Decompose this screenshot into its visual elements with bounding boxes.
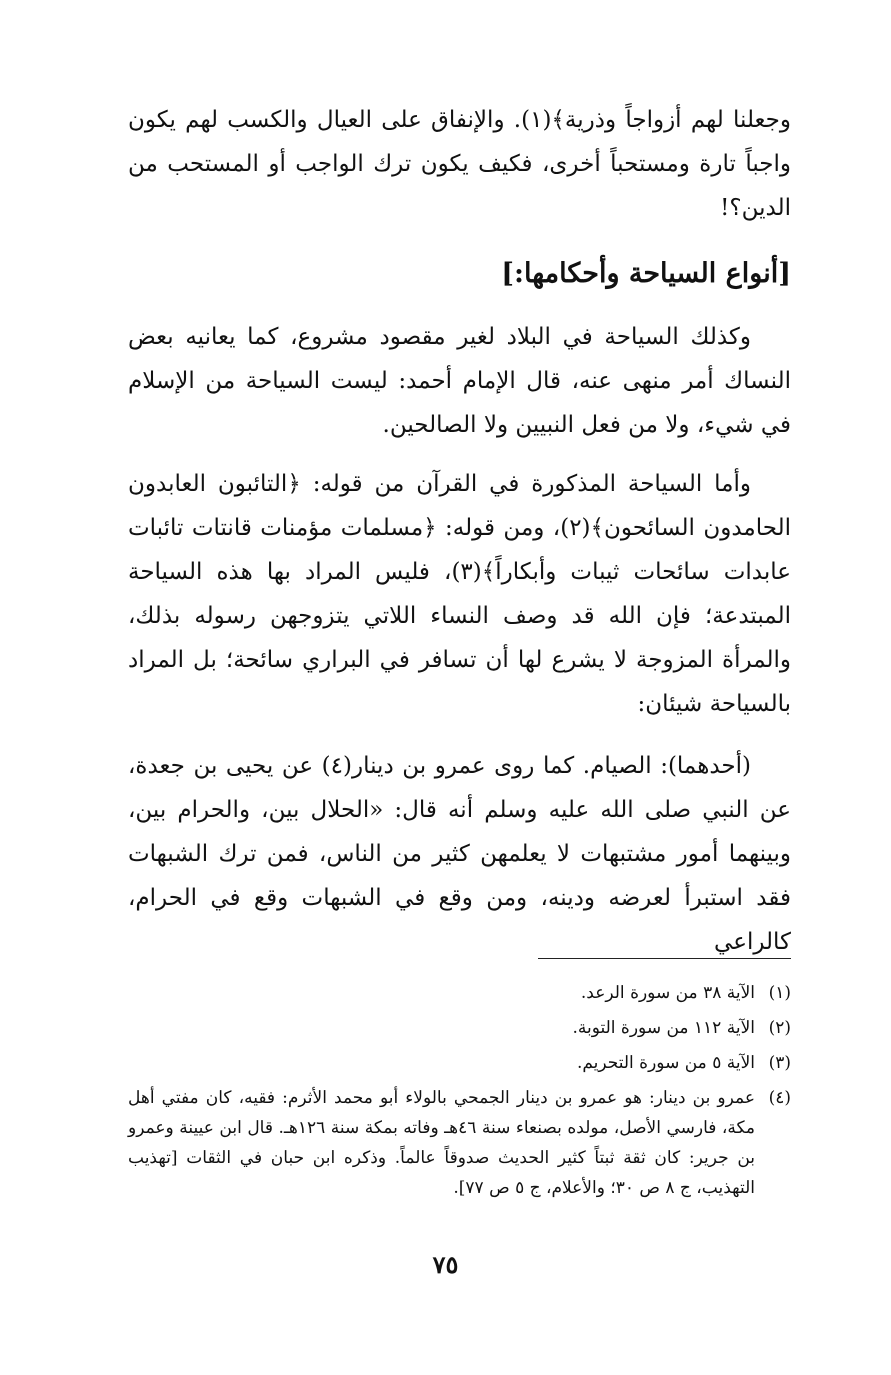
footnote-item bbox=[128, 978, 791, 1008]
footnote-text: الآية ١١٢ من سورة التوبة. bbox=[572, 1018, 755, 1038]
paragraph-marriage-spending: وجعلنا لهم أزواجاً وذرية﴾(١). والإنفاق على العيال والكسب لهم يكون واجباً تارة ومستحباً أخرى، فكيف يكون ترك الواجب أو المستحب من الدين؟! bbox=[128, 107, 791, 221]
section-heading: [أنواع السياحة وأحكامها:] bbox=[501, 258, 791, 289]
footnote-divider bbox=[538, 958, 791, 959]
footnote-item bbox=[128, 1013, 791, 1043]
footnote-text: الآية ٣٨ من سورة الرعد. bbox=[580, 983, 755, 1003]
paragraph-travel-prohibited: وكذلك السياحة في البلاد لغير مقصود مشروع، كما يعانيه بعض النساك أمر منهى عنه، قال الإمام أحمد: ليست السياحة من الإسلام في شيء، ولا من فعل النبيين ولا الصالحين. bbox=[128, 324, 791, 438]
page-number: ٧٥ bbox=[432, 1250, 459, 1279]
footnote-number: (٢) bbox=[768, 1018, 791, 1038]
paragraph-quran-travel: وأما السياحة المذكورة في القرآن من قوله: ﴿التائبون العابدون الحامدون السائحون﴾(٢)، ومن قوله: ﴿مسلمات مؤمنات قانتات تائبات عابدات سائحات ثيبات وأبكاراً﴾(٣)، فليس المراد بها هذه السياحة المبتدعة؛ فإن الله قد وصف النساء اللاتي يتزوجهن رسوله بذلك، والمرأة المزوجة لا يشرع لها أن تسافر في البراري سائحة؛ بل المراد بالسياحة شيئان: bbox=[128, 471, 791, 717]
footnote-number: (١) bbox=[768, 983, 791, 1003]
footnote-text: عمرو بن دينار: هو عمرو بن دينار الجمحي بالولاء أبو محمد الأثرم: فقيه، كان مفتي أهل مكة، فارسي الأصل، مولده بصنعاء سنة ٤٦هـ وفاته بمكة سنة ١٢٦هـ. قال ابن عيينة وعمرو بن جرير: كان ثقة ثبتاً كثير الحديث صدوقاً عالماً. وذكره ابن حبان في الثقات [تهذيب التهذيب، ج ٨ ص ٣٠؛ والأعلام، ج ٥ ص ٧٧]. bbox=[128, 1088, 756, 1198]
paragraph-first-meaning-fasting: (أحدهما): الصيام. كما روى عمرو بن دينار(٤) عن يحيى بن جعدة، عن النبي صلى الله عليه وسلم أنه قال: «الحلال بين، والحرام بين، وبينهما أمور مشتبهات لا يعلمهن كثير من الناس، فمن ترك الشبهات فقد استبرأ لعرضه ودينه، ومن وقع في الشبهات وقع في الحرام، كالراعي bbox=[128, 753, 791, 955]
footnote-item bbox=[128, 1048, 791, 1078]
footnote-item bbox=[128, 1083, 791, 1203]
footnote-number: (٣) bbox=[768, 1053, 791, 1073]
footnote-number: (٤) bbox=[768, 1088, 791, 1108]
footnote-text: الآية ٥ من سورة التحريم. bbox=[576, 1053, 755, 1073]
footnotes-list bbox=[128, 978, 791, 1208]
